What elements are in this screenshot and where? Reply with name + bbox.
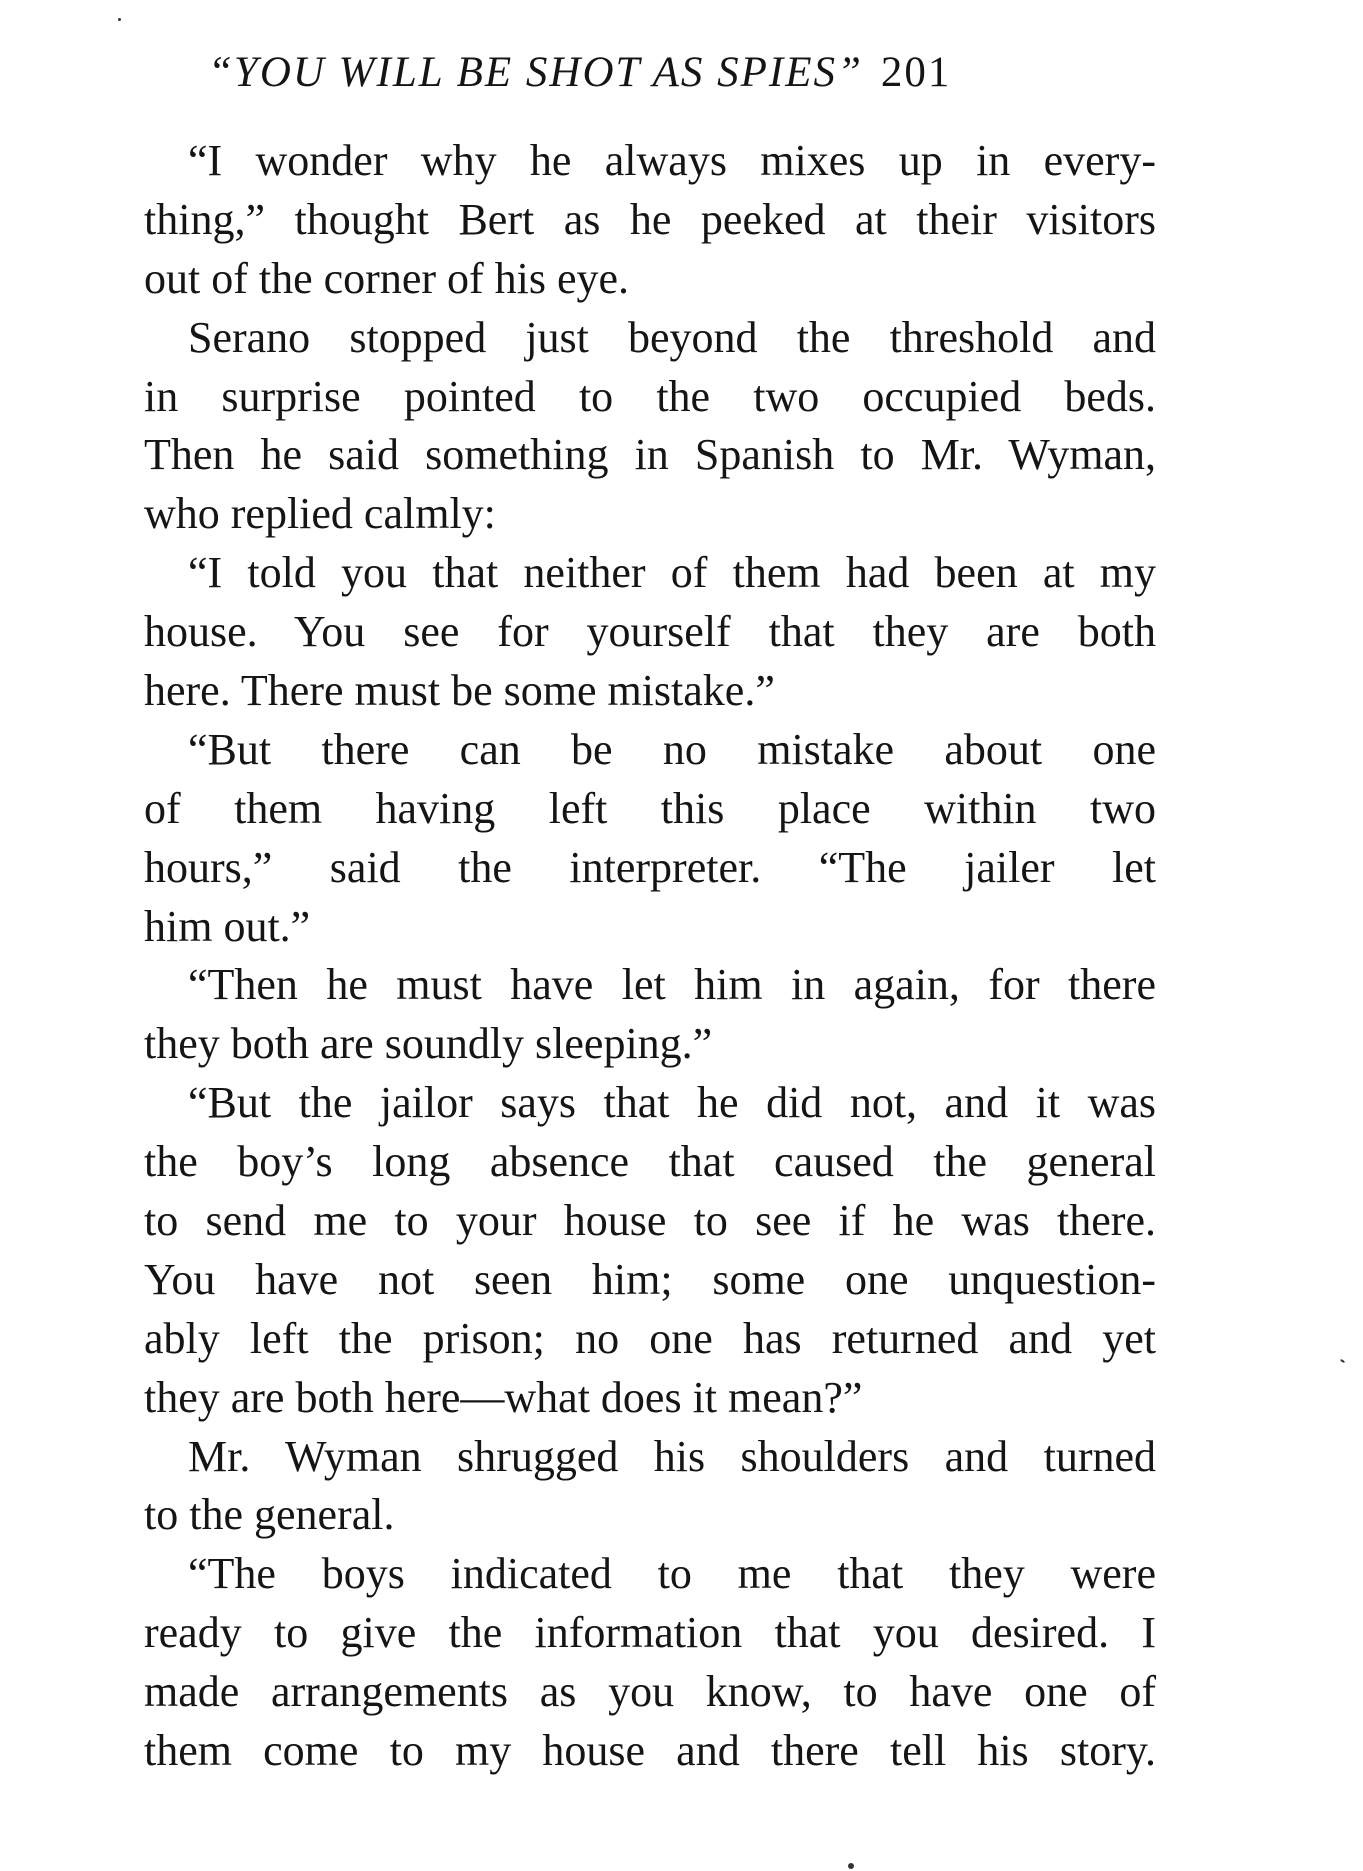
text-line: to the general. (144, 1490, 395, 1540)
text-line: him out.” (144, 901, 311, 951)
text-line: they both are soundly sleeping.” (144, 1019, 713, 1069)
text-line: hours,” said the interpreter. “The jailer let (144, 842, 1156, 892)
text-line: ready to give the information that you desired. I (144, 1608, 1156, 1658)
text-line: to send me to your house to see if he was there. (144, 1196, 1156, 1246)
text-line: “But there can be no mistake about one (188, 724, 1156, 774)
text-line: “I wonder why he always mixes up in every- (188, 136, 1156, 185)
print-speck (1340, 1359, 1345, 1364)
text-line: You have not seen him; some one unquestion- (144, 1254, 1156, 1304)
text-line: they are both here—what does it mean?” (144, 1372, 863, 1422)
text-line: “I told you that neither of them had been at my (188, 548, 1156, 598)
text-line: here. There must be some mistake.” (144, 666, 775, 716)
text-line: “The boys indicated to me that they were (188, 1549, 1156, 1599)
print-speck (118, 18, 121, 21)
text-line: the boy’s long absence that caused the general (144, 1137, 1156, 1187)
text-line: house. You see for yourself that they are both (144, 607, 1156, 657)
text-line: Then he said something in Spanish to Mr. Wyman, (144, 430, 1156, 480)
text-line: of them having left this place within two (144, 783, 1156, 833)
text-line: Mr. Wyman shrugged his shoulders and turned (188, 1431, 1156, 1481)
print-speck (848, 1863, 854, 1869)
text-line: “But the jailor says that he did not, and it was (188, 1078, 1156, 1128)
text-line: ably left the prison; no one has returned and yet (144, 1313, 1156, 1363)
page-number: 201 (880, 49, 952, 96)
text-line: made arrangements as you know, to have one of (144, 1667, 1156, 1717)
running-head (208, 38, 1158, 108)
text-line: who replied calmly: (144, 489, 496, 539)
text-line: out of the corner of his eye. (144, 253, 630, 303)
text-line: Serano stopped just beyond the threshold and (188, 312, 1156, 362)
text-line: thing,” thought Bert as he peeked at their visitors (144, 194, 1156, 244)
text-line: in surprise pointed to the two occupied beds. (144, 371, 1156, 421)
chapter-title: “YOU WILL BE SHOT AS SPIES” (208, 49, 863, 96)
text-line: “Then he must have let him in again, for there (188, 960, 1156, 1010)
text-line: them come to my house and there tell his story. (144, 1726, 1156, 1776)
body-text (144, 132, 1156, 1781)
